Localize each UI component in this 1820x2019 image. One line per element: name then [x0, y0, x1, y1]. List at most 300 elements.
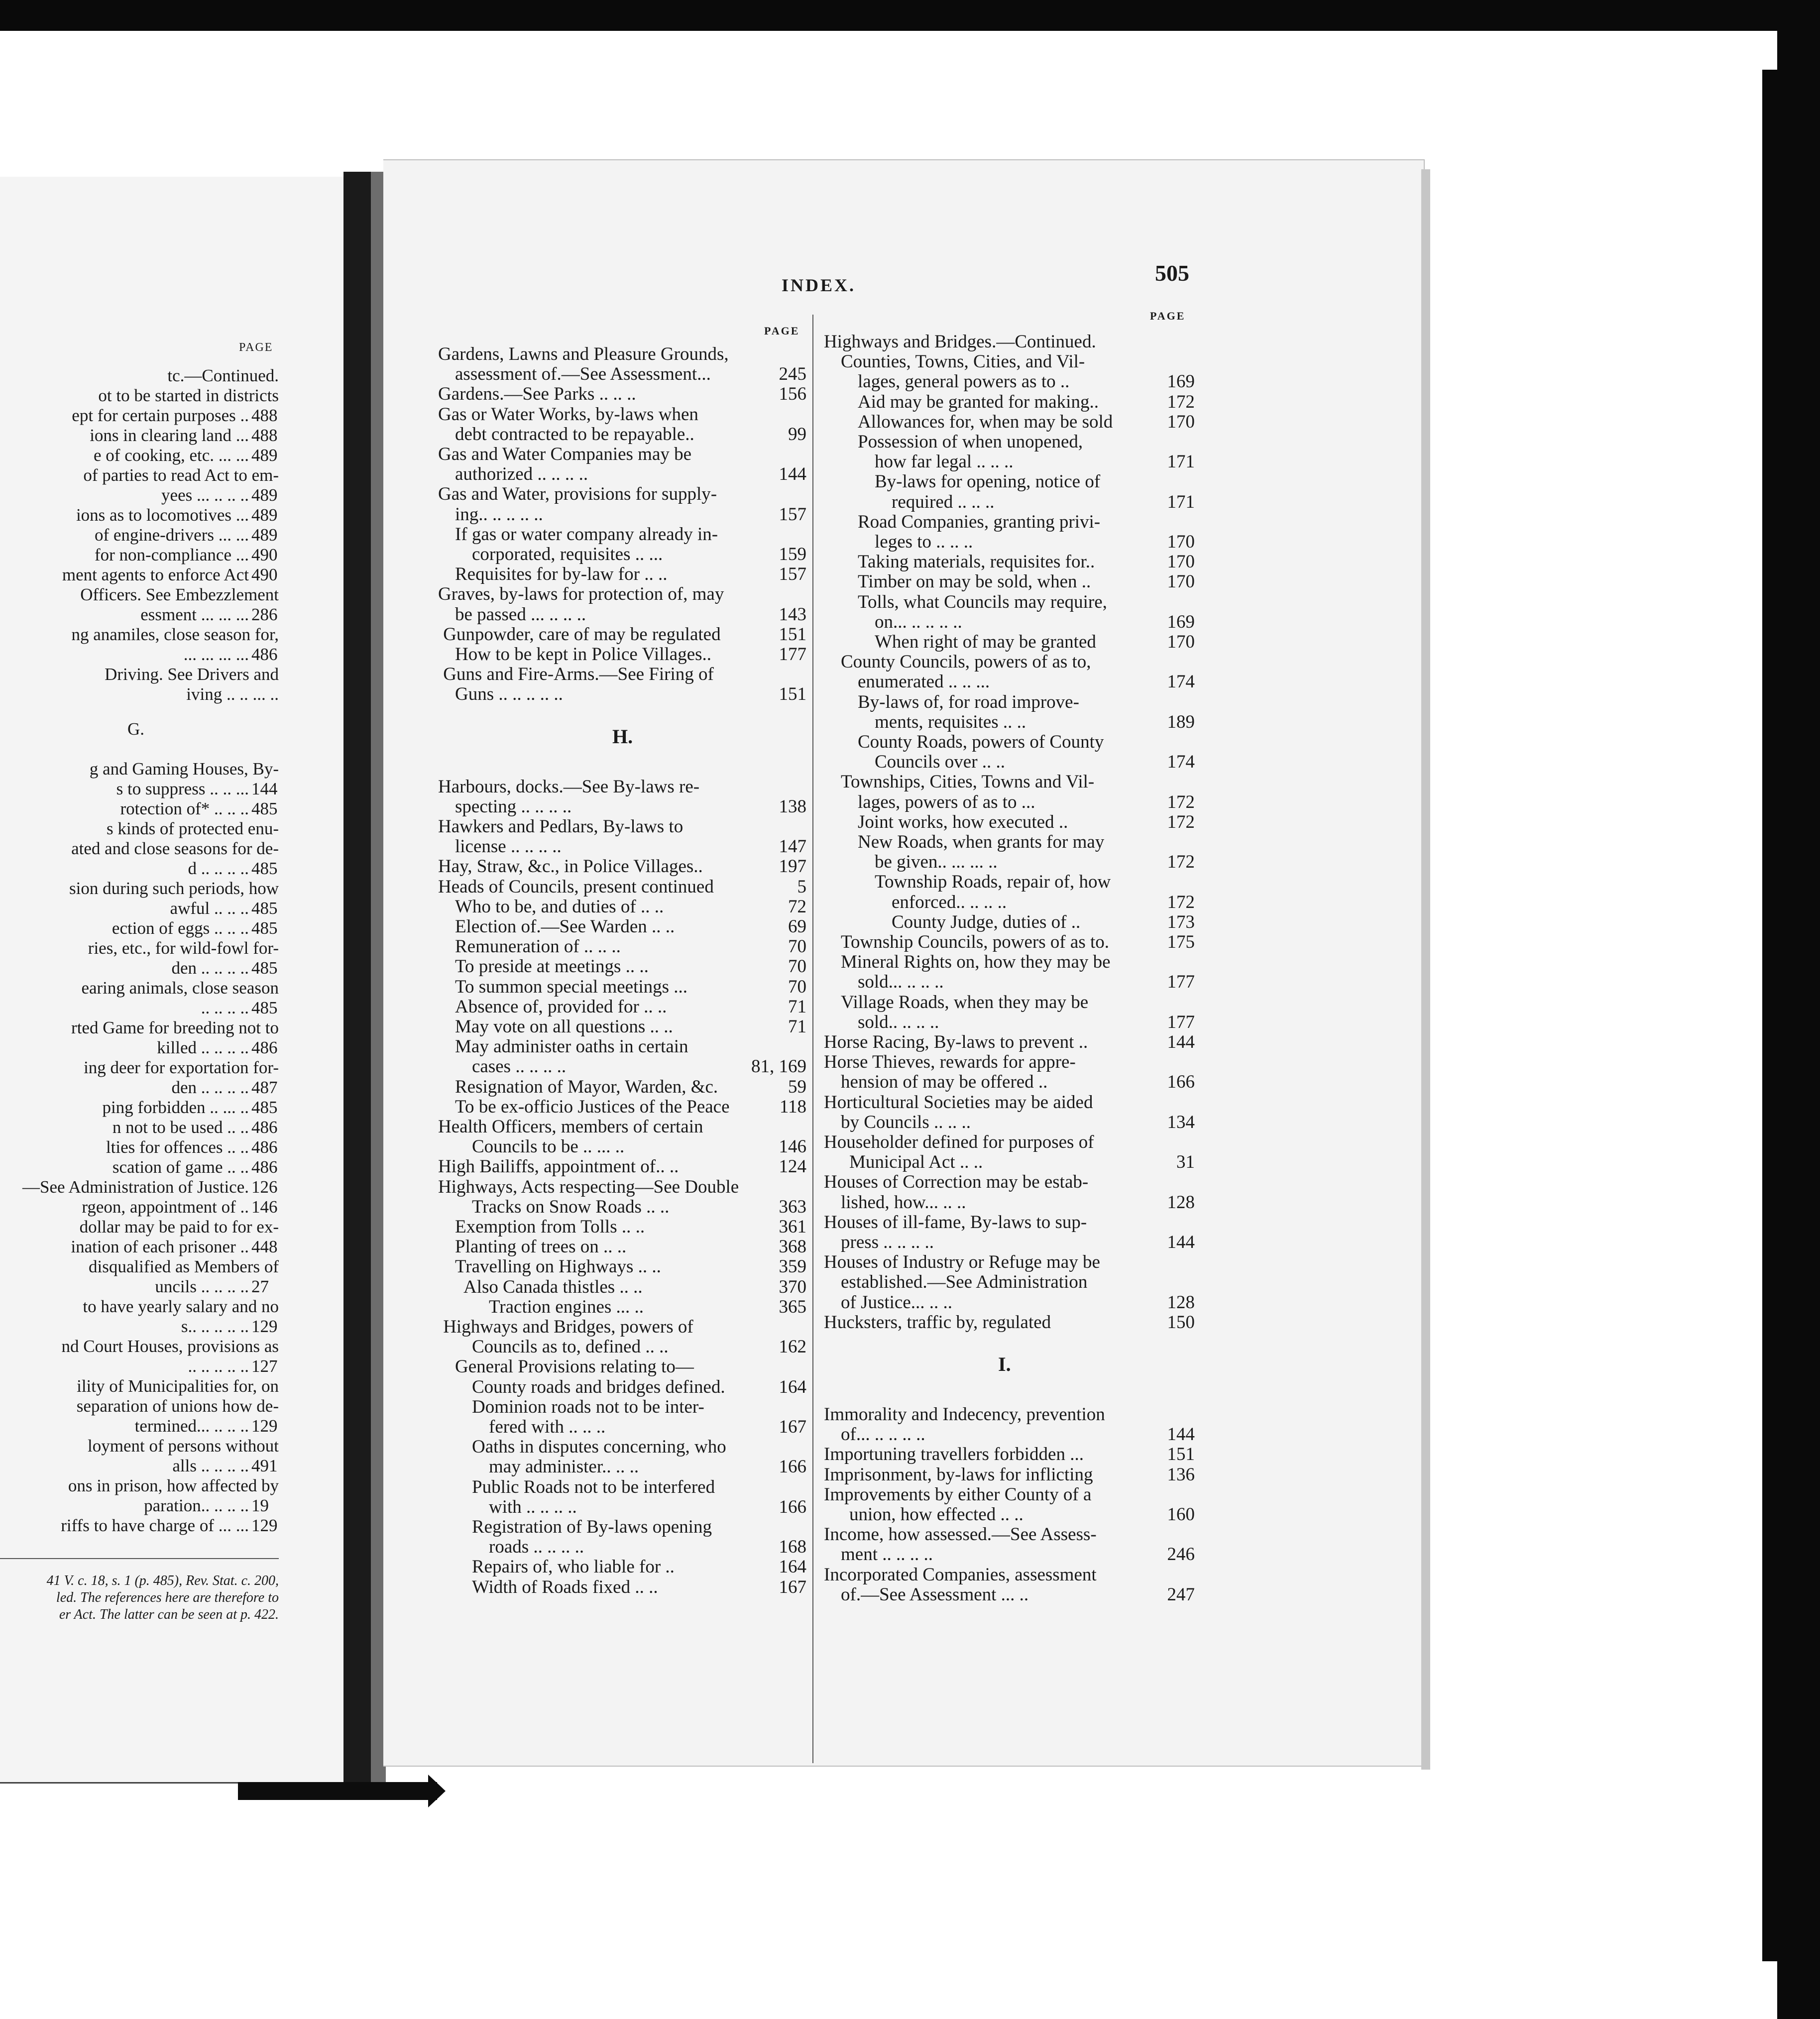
- index-entry: Hawkers and Pedlars, By-laws to: [438, 816, 683, 837]
- left-index-page-ref: 486: [251, 645, 278, 664]
- left-index-line: ions as to locomotives ...: [76, 505, 249, 525]
- index-page-ref: 144: [1167, 1424, 1195, 1445]
- left-index-line: ng anamiles, close season for,: [71, 625, 279, 644]
- index-entry: High Bailiffs, appointment of.. ..: [438, 1156, 679, 1177]
- index-entry: may administer.. .. ..: [489, 1457, 639, 1477]
- index-entry: be given.. ... ... ..: [875, 852, 998, 873]
- binding-tab: [238, 1782, 437, 1800]
- left-index-line: ons in prison, how affected by: [68, 1476, 279, 1495]
- left-index-line: n not to be used .. ..: [112, 1118, 249, 1137]
- index-entry: Immorality and Indecency, prevention: [824, 1404, 1105, 1425]
- index-page-ref: 370: [779, 1276, 806, 1297]
- index-entry: sold... .. .. ..: [858, 972, 944, 993]
- index-page-ref: 164: [779, 1376, 806, 1397]
- index-entry: Possession of when unopened,: [858, 432, 1083, 452]
- index-page-ref: 177: [1167, 1011, 1195, 1032]
- index-entry: Importuning travellers forbidden ...: [824, 1444, 1084, 1465]
- index-page-ref: 156: [779, 384, 806, 405]
- scan-frame-right: [1777, 0, 1820, 2019]
- index-entry: Councils to be .. ... ..: [472, 1136, 625, 1157]
- left-index-page-ref: 129: [251, 1317, 278, 1336]
- index-entry: Absence of, provided for .. ..: [455, 996, 667, 1017]
- index-entry: Gardens.—See Parks .. .. ..: [438, 384, 636, 405]
- index-page-ref: 170: [1167, 411, 1195, 432]
- index-page-ref: 167: [779, 1576, 806, 1597]
- left-index-line: ot to be started in districts: [98, 386, 279, 405]
- left-index-page-ref: 490: [251, 545, 278, 564]
- index-entry: corporated, requisites .. ...: [472, 544, 663, 564]
- index-entry: County roads and bridges defined.: [472, 1376, 725, 1397]
- index-page-ref: 169: [1167, 611, 1195, 632]
- left-index-page-ref: 286: [251, 605, 278, 624]
- index-entry: specting .. .. .. ..: [455, 796, 572, 817]
- index-entry: When right of may be granted: [875, 632, 1096, 652]
- index-page-ref: 70: [788, 936, 806, 957]
- left-index-page-ref: 486: [251, 1137, 278, 1157]
- section-letter: I.: [998, 1353, 1011, 1375]
- index-entry: Requisites for by-law for .. ..: [455, 564, 668, 585]
- index-entry: Improvements by either County of a: [824, 1484, 1092, 1505]
- index-page-ref: 247: [1167, 1584, 1195, 1605]
- index-entry: Guns .. .. .. .. ..: [455, 684, 563, 705]
- index-entry: Highways and Bridges.—Continued.: [824, 332, 1096, 352]
- index-page-ref: 162: [779, 1337, 806, 1357]
- left-index-line: Driving. See Drivers and: [105, 665, 279, 684]
- left-index-line: den .. .. .. ..: [171, 958, 249, 978]
- footnote-line: er Act. The latter can be seen at p. 422.: [59, 1607, 279, 1622]
- index-page-ref: 118: [779, 1096, 806, 1117]
- index-entry: Gas or Water Works, by-laws when: [438, 404, 698, 425]
- index-page-ref: 124: [779, 1156, 806, 1177]
- index-page-ref: 72: [788, 896, 806, 917]
- index-page-ref: 170: [1167, 552, 1195, 572]
- index-entry: ing.. .. .. .. ..: [455, 504, 543, 525]
- index-entry: ment .. .. .. ..: [841, 1544, 933, 1565]
- index-entry: Income, how assessed.—See Assess-: [824, 1524, 1097, 1545]
- index-entry: How to be kept in Police Villages..: [455, 644, 712, 665]
- index-entry: County Roads, powers of County: [858, 732, 1104, 752]
- index-entry: Incorporated Companies, assessment: [824, 1564, 1097, 1585]
- left-index-line: earing animals, close season: [81, 978, 279, 998]
- left-index-line: e of cooking, etc. ... ...: [94, 446, 249, 465]
- left-index-line: ment agents to enforce Act: [62, 565, 249, 584]
- left-index-line: ries, etc., for wild-fowl for-: [88, 938, 279, 958]
- index-entry: Houses of Industry or Refuge may be: [824, 1252, 1100, 1273]
- index-page-ref: 166: [779, 1496, 806, 1517]
- index-entry: Aid may be granted for making..: [858, 391, 1099, 412]
- left-index-line: —See Administration of Justice.: [22, 1177, 249, 1197]
- index-entry: Exemption from Tolls .. ..: [455, 1217, 645, 1237]
- index-page-ref: 363: [779, 1196, 806, 1217]
- left-index-page-ref: 485: [251, 799, 278, 818]
- left-index-line: paration.. .. .. ..: [144, 1496, 249, 1515]
- index-page-ref: 70: [788, 956, 806, 977]
- left-index-line: of parties to read Act to em-: [83, 465, 279, 485]
- index-entry: established.—See Administration: [841, 1272, 1088, 1293]
- left-index-line: rgeon, appointment of ..: [82, 1197, 249, 1217]
- index-entry: Councils as to, defined .. ..: [472, 1337, 669, 1357]
- index-entry: enforced.. .. .. ..: [892, 892, 1007, 912]
- left-index-page-ref: 489: [251, 505, 278, 525]
- index-page-ref: 81, 169: [751, 1056, 806, 1077]
- index-entry: of Justice... .. ..: [841, 1292, 953, 1313]
- index-page-ref: 144: [779, 464, 806, 485]
- index-entry: If gas or water company already in-: [455, 524, 718, 545]
- index-page-ref: 151: [1167, 1444, 1195, 1465]
- left-index-line: ing deer for exportation for-: [84, 1058, 279, 1077]
- index-entry: Timber on may be sold, when ..: [858, 571, 1091, 592]
- right-column-page-label: PAGE: [1150, 310, 1186, 322]
- left-index-line: ated and close seasons for de-: [71, 839, 279, 858]
- footnote-line: 41 V. c. 18, s. 1 (p. 485), Rev. Stat. c. 200,: [46, 1573, 279, 1588]
- index-entry: May administer oaths in certain: [455, 1036, 688, 1057]
- left-index-line: s.. .. .. .. ..: [181, 1317, 249, 1336]
- left-index-line: yees ... .. .. ..: [161, 485, 249, 505]
- index-page-ref: 31: [1176, 1152, 1195, 1173]
- left-index-page-ref: 448: [251, 1237, 278, 1256]
- left-index-line: .. .. .. ..: [201, 998, 249, 1017]
- left-index-page-ref: 485: [251, 998, 278, 1017]
- index-entry: Township Councils, powers of as to.: [841, 932, 1110, 952]
- left-index-page-ref: 129: [251, 1416, 278, 1436]
- index-page-ref: 173: [1167, 911, 1195, 932]
- index-page-ref: 245: [779, 364, 806, 385]
- index-entry: To preside at meetings .. ..: [455, 956, 649, 977]
- index-page-ref: 144: [1167, 1032, 1195, 1052]
- left-index-line: termined... .. .. ..: [134, 1416, 249, 1436]
- index-page-ref: 136: [1167, 1464, 1195, 1485]
- index-entry: Imprisonment, by-laws for inflicting: [824, 1464, 1093, 1485]
- index-entry: Registration of By-laws opening: [472, 1517, 712, 1537]
- index-entry: of... .. .. .. ..: [841, 1424, 925, 1445]
- binding-tab-arrow-icon: [428, 1775, 446, 1807]
- index-entry: assessment of.—See Assessment...: [455, 364, 711, 385]
- index-entry: Joint works, how executed ..: [858, 811, 1068, 832]
- index-page-ref: 70: [788, 976, 806, 997]
- index-entry: County Councils, powers of as to,: [841, 652, 1091, 673]
- left-index-line: of engine-drivers ... ...: [94, 525, 249, 545]
- index-page-ref: 169: [1167, 371, 1195, 392]
- left-index-line: g and Gaming Houses, By-: [89, 759, 279, 779]
- index-entry: Gunpowder, care of may be regulated: [443, 624, 721, 645]
- index-entry: license .. .. .. ..: [455, 836, 562, 857]
- index-page-ref: 172: [1167, 791, 1195, 812]
- index-entry: leges to .. .. ..: [875, 532, 973, 552]
- index-entry: Tracks on Snow Roads .. ..: [472, 1196, 670, 1217]
- index-entry: lages, powers of as to ...: [858, 791, 1035, 812]
- index-page-ref: 147: [779, 836, 806, 857]
- index-entry: Allowances for, when may be sold: [858, 411, 1113, 432]
- section-letter: H.: [612, 725, 633, 748]
- index-entry: with .. .. .. ..: [489, 1496, 577, 1517]
- index-entry: Householder defined for purposes of: [824, 1132, 1094, 1152]
- index-entry: fered with .. .. ..: [489, 1417, 606, 1437]
- left-index-page-ref: 487: [251, 1078, 278, 1097]
- left-index-line: loyment of persons without: [88, 1436, 279, 1456]
- index-entry: debt contracted to be repayable..: [455, 424, 694, 445]
- index-entry: sold.. .. .. ..: [858, 1011, 939, 1032]
- index-page-ref: 359: [779, 1256, 806, 1277]
- index-entry: To summon special meetings ...: [455, 976, 688, 997]
- index-entry: Highways and Bridges, powers of: [443, 1317, 693, 1337]
- index-entry: how far legal .. .. ..: [875, 451, 1014, 472]
- left-page-column-label: PAGE: [239, 341, 273, 354]
- index-entry: Dominion roads not to be inter-: [472, 1396, 704, 1417]
- left-index-line: to have yearly salary and no: [83, 1297, 279, 1316]
- index-page-ref: 361: [779, 1217, 806, 1237]
- left-index-page-ref: 486: [251, 1118, 278, 1137]
- index-entry: Councils over .. ..: [875, 752, 1006, 773]
- index-entry: Graves, by-laws for protection of, may: [438, 584, 724, 605]
- index-page-ref: 174: [1167, 752, 1195, 773]
- scan-frame-top: [0, 0, 1820, 31]
- index-entry: Heads of Councils, present continued: [438, 876, 714, 897]
- left-index-line: nd Court Houses, provisions as: [61, 1337, 279, 1356]
- index-entry: Taking materials, requisites for..: [858, 552, 1095, 572]
- left-page: [0, 177, 385, 1784]
- index-page-ref: 71: [788, 996, 806, 1017]
- index-entry: roads .. .. .. ..: [489, 1537, 584, 1558]
- index-entry: General Provisions relating to—: [455, 1356, 694, 1377]
- index-entry: press .. .. .. ..: [841, 1232, 934, 1252]
- left-index-page-ref: 485: [251, 918, 278, 938]
- index-entry: required .. .. ..: [892, 491, 995, 512]
- index-page-ref: 368: [779, 1236, 806, 1257]
- index-entry: By-laws of, for road improve-: [858, 691, 1079, 712]
- footnote-rule: [0, 1558, 279, 1559]
- left-index-page-ref: 129: [251, 1516, 278, 1535]
- index-page-ref: 167: [779, 1417, 806, 1437]
- index-entry: Houses of Correction may be estab-: [824, 1172, 1089, 1193]
- index-entry: of.—See Assessment ... ..: [841, 1584, 1029, 1605]
- running-head: INDEX.: [782, 275, 856, 295]
- index-entry: Road Companies, granting privi-: [858, 511, 1101, 532]
- index-entry: lished, how... .. ..: [841, 1192, 966, 1213]
- index-page-ref: 166: [779, 1457, 806, 1477]
- index-page-ref: 159: [779, 544, 806, 564]
- index-page-ref: 128: [1167, 1192, 1195, 1213]
- left-index-page-ref: 146: [251, 1197, 278, 1217]
- left-index-line: tc.—Continued.: [167, 366, 279, 385]
- left-index-page-ref: 488: [251, 426, 278, 445]
- left-index-line: s kinds of protected enu-: [106, 819, 279, 838]
- index-page-ref: 174: [1167, 672, 1195, 692]
- index-page-ref: 71: [788, 1016, 806, 1037]
- left-index-page-ref: 490: [251, 565, 278, 584]
- index-entry: cases .. .. .. ..: [472, 1056, 567, 1077]
- left-index-line: ping forbidden .. ... ..: [102, 1098, 249, 1117]
- index-page-ref: 171: [1167, 451, 1195, 472]
- index-page-ref: 246: [1167, 1544, 1195, 1565]
- index-page-ref: 175: [1167, 932, 1195, 952]
- scan-frame-right-edge: [1762, 70, 1782, 1961]
- index-entry: lages, general powers as to ..: [858, 371, 1070, 392]
- index-entry: Hucksters, traffic by, regulated: [824, 1312, 1051, 1333]
- index-entry: Resignation of Mayor, Warden, &c.: [455, 1076, 718, 1097]
- index-entry: To be ex-officio Justices of the Peace: [455, 1096, 730, 1117]
- right-page: [383, 159, 1425, 1767]
- index-entry: Guns and Fire-Arms.—See Firing of: [443, 664, 714, 685]
- index-entry: Travelling on Highways .. ..: [455, 1256, 661, 1277]
- left-index-line: uncils .. .. .. ..: [155, 1277, 249, 1296]
- index-entry: Municipal Act .. ..: [849, 1152, 983, 1173]
- index-page-ref: 177: [1167, 972, 1195, 993]
- index-entry: Election of.—See Warden .. ..: [455, 916, 675, 937]
- index-page-ref: 172: [1167, 892, 1195, 912]
- index-page-ref: 170: [1167, 632, 1195, 652]
- index-page-ref: 170: [1167, 571, 1195, 592]
- index-page-ref: 172: [1167, 391, 1195, 412]
- index-entry: by Councils .. .. ..: [841, 1112, 971, 1132]
- index-entry: Gas and Water Companies may be: [438, 444, 692, 464]
- left-index-page-ref: 485: [251, 958, 278, 978]
- index-page-ref: 172: [1167, 852, 1195, 873]
- column-divider: [812, 315, 813, 1763]
- index-entry: Village Roads, when they may be: [841, 992, 1089, 1012]
- left-index-line: rted Game for breeding not to: [71, 1018, 279, 1037]
- index-page-ref: 168: [779, 1537, 806, 1558]
- index-entry: Gas and Water, provisions for supply-: [438, 484, 717, 505]
- index-entry: Health Officers, members of certain: [438, 1117, 703, 1137]
- index-entry: Repairs of, who liable for ..: [472, 1557, 675, 1577]
- left-index-line: ection of eggs .. .. ..: [112, 918, 249, 938]
- footnote-line: led. The references here are therefore to: [56, 1590, 279, 1605]
- book-spine: [343, 172, 373, 1787]
- left-index-page-ref: 491: [251, 1456, 278, 1475]
- index-page-ref: 59: [788, 1076, 806, 1097]
- index-entry: Township Roads, repair of, how: [875, 872, 1111, 893]
- left-index-page-ref: 486: [251, 1038, 278, 1057]
- left-index-page-ref: 488: [251, 406, 278, 425]
- index-page-ref: 172: [1167, 811, 1195, 832]
- left-index-line: d .. .. .. ..: [188, 859, 249, 878]
- index-entry: Width of Roads fixed .. ..: [472, 1576, 658, 1597]
- left-section-letter: G.: [127, 719, 144, 739]
- left-index-line: lties for offences .. ..: [106, 1137, 249, 1157]
- index-page-ref: 164: [779, 1557, 806, 1577]
- left-index-line: ... ... ... ...: [183, 645, 249, 664]
- index-entry: By-laws for opening, notice of: [875, 471, 1101, 492]
- index-entry: Highways, Acts respecting—See Double: [438, 1176, 739, 1197]
- index-page-ref: 150: [1167, 1312, 1195, 1333]
- left-index-line: iving .. .. ... ..: [186, 684, 279, 704]
- left-index-line: dollar may be paid to for ex-: [79, 1217, 279, 1236]
- index-page-ref: 365: [779, 1296, 806, 1317]
- left-index-line: scation of game .. ..: [112, 1157, 249, 1177]
- index-page-ref: 151: [779, 624, 806, 645]
- left-index-page-ref: 489: [251, 525, 278, 545]
- index-entry: Also Canada thistles .. ..: [463, 1276, 643, 1297]
- index-entry: Oaths in disputes concerning, who: [472, 1437, 726, 1458]
- index-page-ref: 134: [1167, 1112, 1195, 1132]
- index-page-ref: 166: [1167, 1072, 1195, 1093]
- left-index-page-ref: 19: [251, 1496, 269, 1515]
- index-entry: union, how effected .. ..: [849, 1504, 1024, 1525]
- index-entry: May vote on all questions .. ..: [455, 1016, 673, 1037]
- left-index-page-ref: 126: [251, 1177, 278, 1197]
- index-entry: County Judge, duties of ..: [892, 911, 1081, 932]
- index-entry: Horse Racing, By-laws to prevent ..: [824, 1032, 1088, 1052]
- index-page-ref: 197: [779, 856, 806, 877]
- index-page-ref: 138: [779, 796, 806, 817]
- index-entry: Traction engines ... ..: [489, 1296, 644, 1317]
- index-page-ref: 5: [797, 876, 806, 897]
- left-index-page-ref: 485: [251, 898, 278, 918]
- index-entry: Horse Thieves, rewards for appre-: [824, 1052, 1076, 1073]
- index-entry: Horticultural Societies may be aided: [824, 1092, 1093, 1113]
- index-entry: Remuneration of .. .. ..: [455, 936, 621, 957]
- index-entry: Mineral Rights on, how they may be: [841, 952, 1111, 973]
- left-index-line: awful .. .. ..: [170, 898, 249, 918]
- index-entry: Counties, Towns, Cities, and Vil-: [841, 351, 1085, 372]
- left-index-line: essment ... ... ...: [140, 605, 249, 624]
- left-index-line: ility of Municipalities for, on: [77, 1376, 279, 1396]
- index-page-ref: 170: [1167, 532, 1195, 552]
- left-index-line: ions in clearing land ...: [90, 426, 249, 445]
- index-entry: Tolls, what Councils may require,: [858, 591, 1107, 612]
- left-index-page-ref: 127: [251, 1356, 278, 1376]
- index-entry: Planting of trees on .. ..: [455, 1236, 627, 1257]
- index-page-ref: 171: [1167, 491, 1195, 512]
- left-index-page-ref: 144: [251, 779, 278, 798]
- left-index-line: for non-compliance ...: [94, 545, 249, 564]
- left-index-line: sion during such periods, how: [69, 879, 279, 898]
- index-page-ref: 146: [779, 1136, 806, 1157]
- index-entry: Who to be, and duties of .. ..: [455, 896, 664, 917]
- left-index-page-ref: 485: [251, 859, 278, 878]
- index-entry: enumerated .. .. ...: [858, 672, 990, 692]
- left-index-line: alls .. .. .. ..: [172, 1456, 249, 1475]
- left-index-line: riffs to have charge of ... ...: [61, 1516, 249, 1535]
- left-index-line: disqualified as Members of: [89, 1257, 279, 1276]
- left-column-page-label: PAGE: [764, 325, 800, 337]
- left-index-page-ref: 486: [251, 1157, 278, 1177]
- index-entry: New Roads, when grants for may: [858, 832, 1105, 852]
- left-index-page-ref: 27: [251, 1277, 269, 1296]
- index-page-ref: 69: [788, 916, 806, 937]
- index-page-ref: 157: [779, 564, 806, 585]
- index-page-ref: 143: [779, 604, 806, 625]
- index-page-ref: 128: [1167, 1292, 1195, 1313]
- left-index-line: .. .. .. .. ..: [188, 1356, 249, 1376]
- index-entry: on... .. .. .. ..: [875, 611, 962, 632]
- left-index-line: ination of each prisoner ..: [71, 1237, 249, 1256]
- index-entry: be passed ... .. .. ..: [455, 604, 586, 625]
- index-page-ref: 99: [788, 424, 806, 445]
- index-page-ref: 151: [779, 684, 806, 705]
- left-index-line: killed .. .. .. ..: [157, 1038, 249, 1057]
- index-entry: ments, requisites .. ..: [875, 711, 1026, 732]
- left-index-line: Officers. See Embezzlement: [80, 585, 279, 604]
- page-shadow: [1421, 169, 1430, 1770]
- left-index-line: rotection of* .. .. ..: [120, 799, 249, 818]
- left-index-page-ref: 489: [251, 446, 278, 465]
- index-page-ref: 157: [779, 504, 806, 525]
- index-page-ref: 144: [1167, 1232, 1195, 1252]
- index-entry: Hay, Straw, &c., in Police Villages..: [438, 856, 703, 877]
- left-index-page-ref: 489: [251, 485, 278, 505]
- index-page-ref: 160: [1167, 1504, 1195, 1525]
- index-entry: Public Roads not to be interfered: [472, 1476, 715, 1497]
- index-entry: Townships, Cities, Towns and Vil-: [841, 772, 1095, 792]
- left-index-line: s to suppress .. .. ...: [116, 779, 249, 798]
- left-index-line: ept for certain purposes ..: [72, 406, 249, 425]
- index-entry: authorized .. .. .. ..: [455, 464, 588, 485]
- index-entry: Gardens, Lawns and Pleasure Grounds,: [438, 344, 729, 364]
- page-number: 505: [1155, 260, 1189, 286]
- index-entry: Houses of ill-fame, By-laws to sup-: [824, 1212, 1087, 1233]
- left-page-text: [0, 177, 279, 1782]
